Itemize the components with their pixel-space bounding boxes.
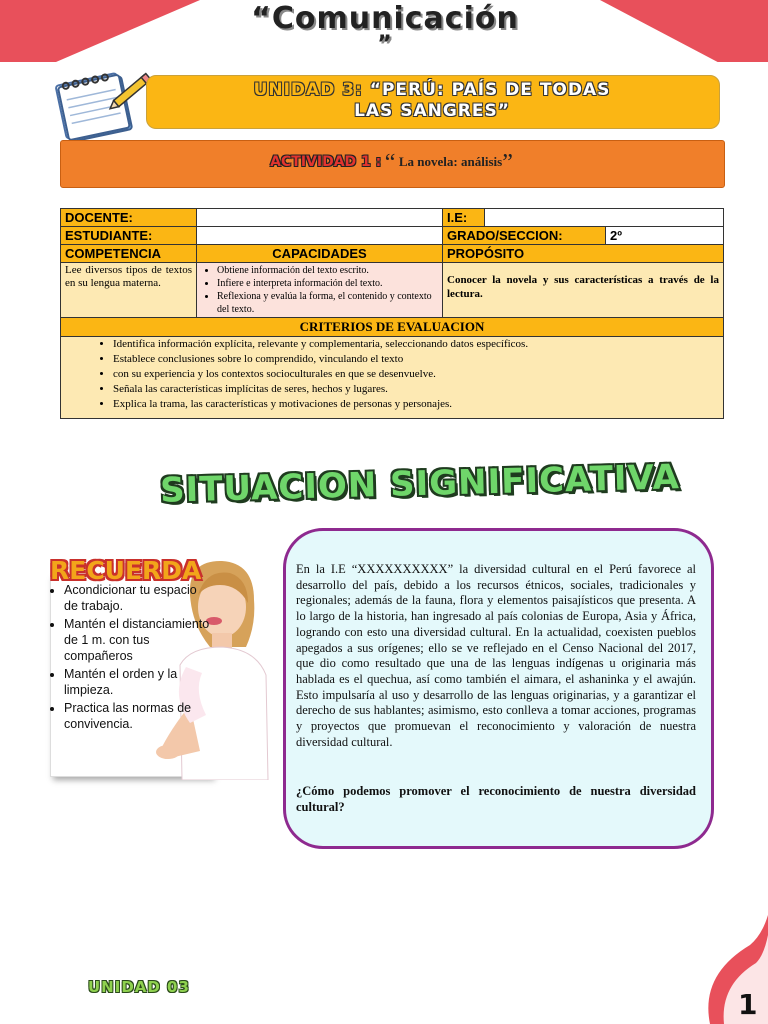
docente-field[interactable] [197,209,443,227]
header-ribbon-right [600,0,768,62]
activity-text: La novela: análisis [398,154,503,169]
page-title-line1: “Comunicación [251,1,519,36]
unit-title-line1: “PERÚ: PAÍS DE TODAS [369,80,611,100]
criterio-item: • Explica la trama, las características y motivaciones de personas y personajes. [113,397,719,412]
situacion-text: En la I.E “XXXXXXXXXX” la diversidad cultural en el Perú favorece al desarrollo del país, debido a los recursos étnicos, sociales, tradicionales y regionales; además de la fauna, flora y elementos paisajísticos que presenta. A lo largo de la historia, han ingresado al país colonias de Europa, Asia y África, logrando con esto una diversidad cultural. En la actualidad, coexisten pueblos apegados a sus orígenes; ello se ve reflejado en el Censo Nacional del 2017, que dio como resultado que una de las lenguas indígenas u originaria más hablada es el quechua, así como también el aimara, el ashaninka y el awajún. Esto impulsaría al uso y desarrollo de las lenguas originarias, y a garantizar el derecho de sus hablantes; asimismo, esto conlleva a tomar acciones, programas y proyectos que promuevan el reconocimiento y valoración de nuestra diversidad cultural. [296,562,696,749]
page-title [150,1,620,57]
info-table [60,208,724,419]
notepad-icon [50,62,160,140]
page-title-line2: ” [377,32,393,57]
recuerda-item: • Practica las normas de convivencia. [64,700,214,732]
criterios-cell [61,337,724,419]
ie-label: I.E: [443,209,485,227]
capacidad-item: • Reflexiona y evalúa la forma, el contenido y contexto del texto. [217,290,438,316]
criterios-header: CRITERIOS DE EVALUACION [61,318,724,337]
criterio-item: • Señala las características implícitas de seres, hechos y lugares. [113,382,719,397]
proposito-header: PROPÓSITO [443,245,724,263]
activity-open-quote: “ [384,150,396,176]
capacidades-header: CAPACIDADES [197,245,443,263]
docente-label: DOCENTE: [61,209,197,227]
grado-field[interactable]: 2º [606,227,724,245]
activity-label: ACTIVIDAD 1 : [270,154,382,170]
situacion-question: ¿Cómo podemos promover el reconocimiento de nuestra diversidad cultural? [296,784,696,814]
recuerda-title: RECUERDA [50,556,202,585]
criterio-item: • Identifica información explícita, relevante y complementaria, seleccionando datos específicos. [113,337,719,352]
capacidad-item: • Obtiene información del texto escrito. [217,264,438,277]
recuerda-item: • Acondicionar tu espacio de trabajo. [64,582,214,614]
recuerda-item: • Mantén el distanciamiento de 1 m. con tus compañeros [64,616,214,664]
estudiante-field[interactable] [197,227,443,245]
capacidades-cell [197,263,443,318]
capacidad-item: • Infiere e interpreta información del texto. [217,277,438,290]
ie-field[interactable] [485,209,724,227]
page-number: 1 [738,988,758,1021]
grado-label: GRADO/SECCION: [443,227,606,245]
footer-unit-label: UNIDAD 03 [88,978,190,996]
recuerda-item: • Mantén el orden y la limpieza. [64,666,214,698]
criterio-item: • Establece conclusiones sobre lo comprendido, vinculando el texto [113,352,719,367]
activity-title [60,150,723,177]
competencia-cell: Lee diversos tipos de textos en su lengua materna. [61,263,197,318]
situacion-title: SITUACION SIGNIFICATIVA [159,457,681,511]
criterio-item: • con su experiencia y los contextos socioculturales en que se desenvuelve. [113,367,719,382]
unit-label: UNIDAD 3: [253,80,363,100]
recuerda-list [52,582,214,734]
unit-title-line2: LAS SANGRES” [354,101,510,121]
unit-title [146,80,718,122]
activity-close-quote: ” [502,150,513,176]
estudiante-label: ESTUDIANTE: [61,227,197,245]
proposito-cell: Conocer la novela y sus características a través de la lectura. [443,263,724,318]
competencia-header: COMPETENCIA [61,245,197,263]
